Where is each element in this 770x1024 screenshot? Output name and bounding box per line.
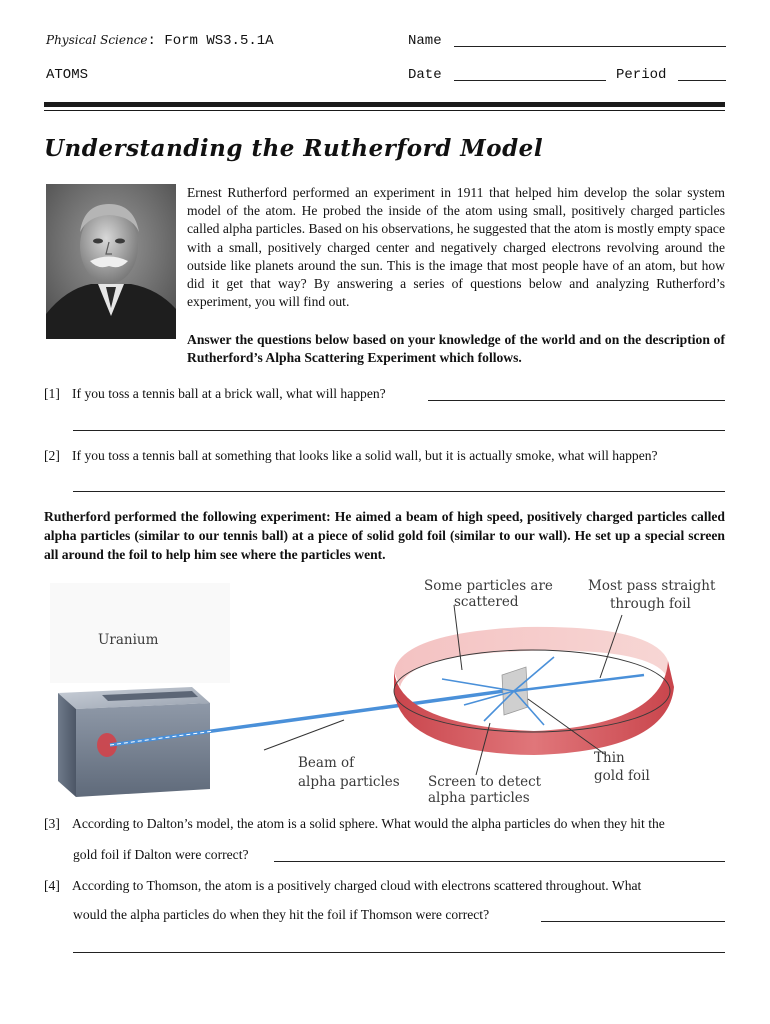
subject-label: Physical Science [46, 33, 148, 47]
period-field-line[interactable] [678, 80, 726, 81]
label-screen-2: alpha particles [428, 790, 530, 806]
question-number: [4] [44, 878, 60, 893]
answer-line-4a[interactable] [541, 921, 725, 922]
question-text: According to Thomson, the atom is a positively charged cloud with electrons scattered throughout. What [72, 878, 642, 893]
question-3 [44, 815, 665, 833]
header-divider-thin [44, 110, 725, 111]
question-3-continued: gold foil if Dalton were correct? [73, 847, 249, 862]
label-beam-1: Beam of [298, 755, 355, 771]
label-foil-1: Thin [594, 750, 625, 766]
question-text: If you toss a tennis ball at something that looks like a solid wall, but it is actually smoke, what will happen? [72, 448, 658, 463]
alpha-scattering-diagram [44, 575, 725, 807]
label-scattered-1: Some particles are [424, 578, 553, 594]
question-4-continued: would the alpha particles do when they hit the foil if Thomson were correct? [73, 907, 490, 922]
form-subject [46, 33, 274, 49]
question-number: [1] [44, 386, 60, 401]
period-label: Period [616, 67, 667, 83]
question-number: [2] [44, 448, 60, 463]
name-field-line[interactable] [454, 46, 726, 47]
date-field-line[interactable] [454, 80, 606, 81]
label-scattered-2: scattered [454, 594, 519, 610]
question-number: [3] [44, 816, 60, 831]
name-label: Name [408, 33, 442, 49]
question-text: If you toss a tennis ball at a brick wall, what will happen? [72, 386, 386, 401]
answer-line-1b[interactable] [73, 430, 725, 431]
label-straight-2: through foil [610, 596, 691, 612]
unit-label: ATOMS [46, 67, 89, 83]
question-1 [44, 385, 386, 403]
label-beam-2: alpha particles [298, 774, 400, 790]
page-title: Understanding the Rutherford Model [44, 135, 544, 162]
answer-line-4b[interactable] [73, 952, 725, 953]
date-label: Date [408, 67, 442, 83]
question-4 [44, 877, 641, 895]
label-foil-2: gold foil [594, 768, 650, 784]
intro-paragraph: Ernest Rutherford performed an experiment in 1911 that helped him develop the solar system model of the atom. He probed the inside of the atom using small, positively charged particles called alpha particles. Based on his observations, he suggested that the atom is mostly empty space with a small, positively charged center and negatively charged electrons revolving around the outside like planets around the sun. This is the image that most people have of an atom, but how did it get that way? By answering a series of questions below and analyzing Rutherford’s experiment, you will find out. [187, 185, 725, 310]
experiment-description: Rutherford performed the following experiment: He aimed a beam of high speed, positively charged particles called alpha particles (similar to our tennis ball) at a piece of solid gold foil (similar to our wall). He set up a special screen all around the foil to help him see where the particles went. [44, 509, 725, 562]
label-uranium: Uranium [98, 632, 159, 648]
label-screen-1: Screen to detect [428, 774, 542, 790]
question-2 [44, 447, 658, 465]
answer-line-2[interactable] [73, 491, 725, 492]
question-text: According to Dalton’s model, the atom is a solid sphere. What would the alpha particles do when they hit the [72, 816, 665, 831]
answer-line-1a[interactable] [428, 400, 725, 401]
form-number: : Form WS3.5.1A [147, 33, 274, 49]
label-straight-1: Most pass straight [588, 578, 716, 594]
header-divider-thick [44, 102, 725, 107]
instruction-paragraph: Answer the questions below based on your knowledge of the world and on the description of Rutherford’s Alpha Scattering Experiment which follows. [187, 332, 725, 366]
rutherford-portrait [46, 184, 176, 339]
answer-line-3[interactable] [274, 861, 725, 862]
